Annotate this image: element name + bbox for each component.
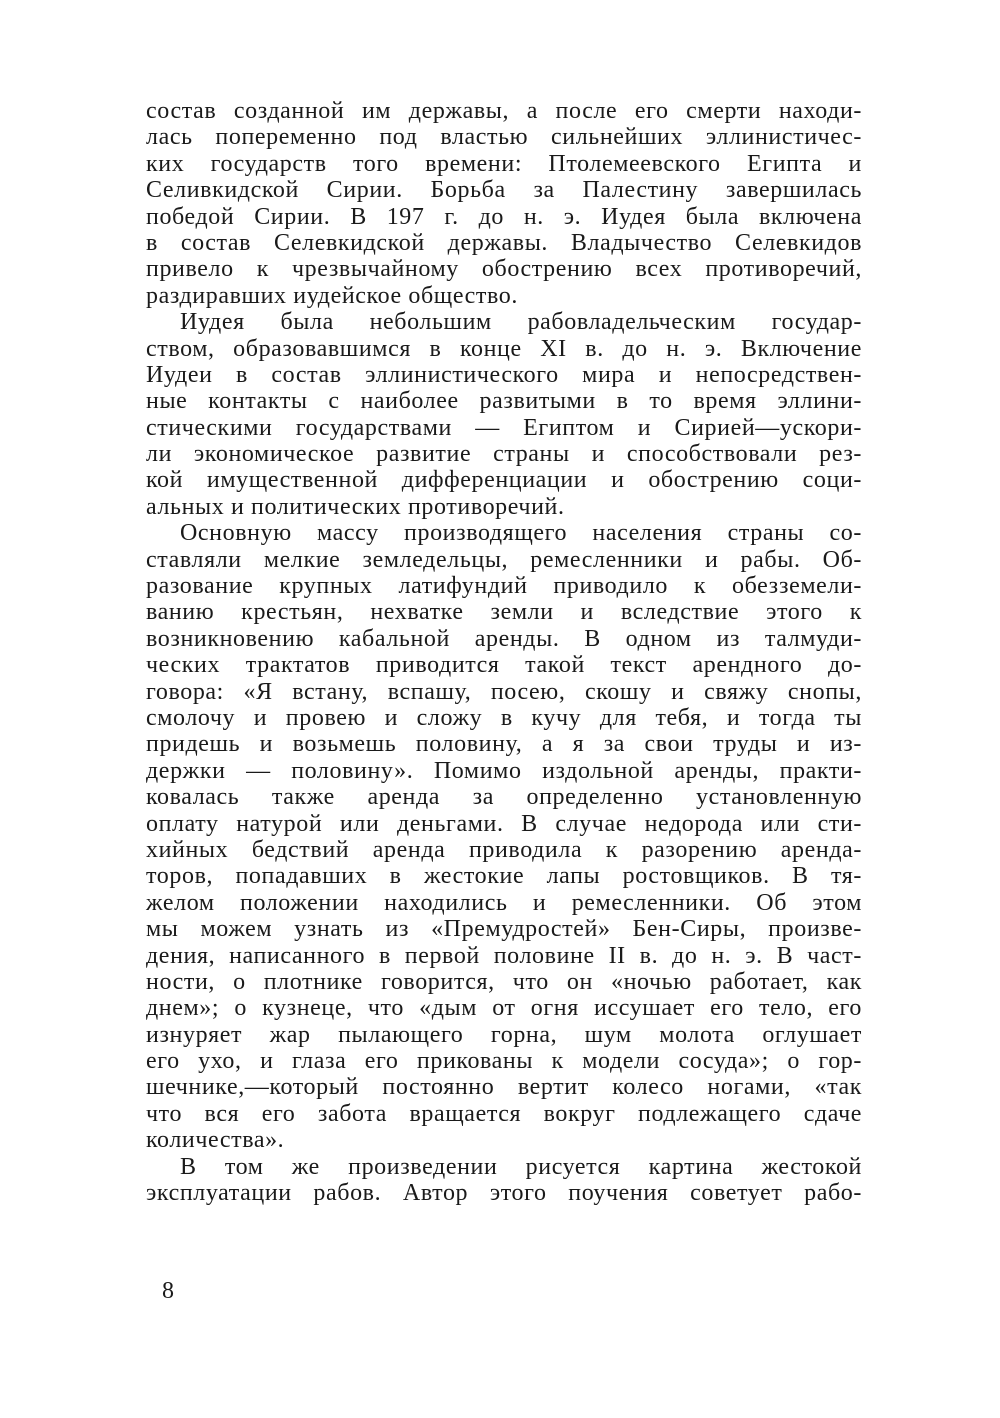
text-line: состав созданной им державы, а после его смерти находи- <box>146 98 862 124</box>
text-line: лась попеременно под властью сильнейших эллинистичес- <box>146 124 862 151</box>
paragraph <box>146 520 862 1153</box>
text-line: ности, о плотнике говорится, что он «ночью работает, как <box>146 968 862 995</box>
text-line: ли экономическое развитие страны и способствовали рез- <box>146 441 862 468</box>
text-line: ковалась также аренда за определенно установленную <box>146 784 862 811</box>
text-line: держки — половину». Помимо издольной аренды, практи- <box>146 757 862 784</box>
text-line: Иудея была небольшим рабовладельческим государ- <box>180 309 862 336</box>
text-line: разование крупных латифундий приводило к обезземели- <box>146 573 862 600</box>
text-line: оплату натурой или деньгами. В случае недорода или сти- <box>146 810 862 837</box>
text-line: Иудеи в состав эллинистического мира и непосредствен- <box>146 361 862 388</box>
text-line: говора: «Я встану, вспашу, посею, скошу и свяжу снопы, <box>146 678 862 705</box>
text-line: смолочу и провею и сложу в кучу для тебя, и тогда ты <box>146 704 862 731</box>
paragraph <box>146 98 862 309</box>
text-line: Основную массу производящего населения страны со- <box>180 520 862 547</box>
paragraph <box>146 309 862 520</box>
text-line: шечнике,—который постоянно вертит колесо ногами, «так <box>146 1074 862 1101</box>
text-line: стическими государствами — Египтом и Сирией—ускори- <box>146 414 862 441</box>
text-line: дения, написанного в первой половине II в. до н. э. В част- <box>146 942 862 969</box>
text-line: победой Сирии. В 197 г. до н. э. Иудея была включена <box>146 203 862 230</box>
text-line: В том же произведении рисуется картина жестокой <box>180 1153 862 1180</box>
text-line: Селивкидской Сирии. Борьба за Палестину завершилась <box>146 177 862 204</box>
text-line: его ухо, и глаза его прикованы к модели сосуда»; о гор- <box>146 1048 862 1075</box>
text-line: хийных бедствий аренда приводила к разорению аренда- <box>146 836 862 863</box>
text-line: торов, попадавших в жестокие лапы ростовщиков. В тя- <box>146 863 862 890</box>
text-line: привело к чрезвычайному обострению всех противоречий, <box>146 256 862 283</box>
text-line: возникновению кабальной аренды. В одном из талмуди- <box>146 625 862 652</box>
text-line: эксплуатации рабов. Автор этого поучения советует рабо- <box>146 1180 862 1207</box>
text-line: ставляли мелкие земледельцы, ремесленники и рабы. Об- <box>146 546 862 573</box>
text-line: ческих трактатов приводится такой текст арендного до- <box>146 652 862 679</box>
text-line: что вся его забота вращается вокруг подлежащего сдаче <box>146 1100 862 1127</box>
text-line: желом положении находились и ремесленники. Об этом <box>146 889 862 916</box>
text-line: мы можем узнать из «Премудростей» Бен-Сиры, произве- <box>146 916 862 943</box>
body-text <box>146 98 862 1206</box>
text-line: раздиравших иудейское общество. <box>146 282 518 309</box>
text-line: в состав Селевкидской державы. Владычество Селевкидов <box>146 229 862 256</box>
page-number: 8 <box>162 1278 174 1304</box>
text-line: днем»; о кузнеце, что «дым от огня иссушает его тело, его <box>146 995 862 1022</box>
text-line: ких государств того времени: Птолемеевского Египта и <box>146 150 862 177</box>
text-line: кой имущественной дифференциации и обострению соци- <box>146 467 862 494</box>
text-line: изнуряет жар пылающего горна, шум молота оглушает <box>146 1021 862 1048</box>
text-line: ные контакты с наиболее развитыми в то время эллини- <box>146 388 862 415</box>
text-line: альных и политических противоречий. <box>146 493 565 520</box>
paragraph <box>146 1154 862 1207</box>
text-line: количества». <box>146 1127 285 1154</box>
text-line: ством, образовавшимся в конце XI в. до н. э. Включение <box>146 335 862 362</box>
text-line: ванию крестьян, нехватке земли и вследствие этого к <box>146 599 862 626</box>
text-line: придешь и возьмешь половину, а я за свои труды и из- <box>146 731 862 758</box>
